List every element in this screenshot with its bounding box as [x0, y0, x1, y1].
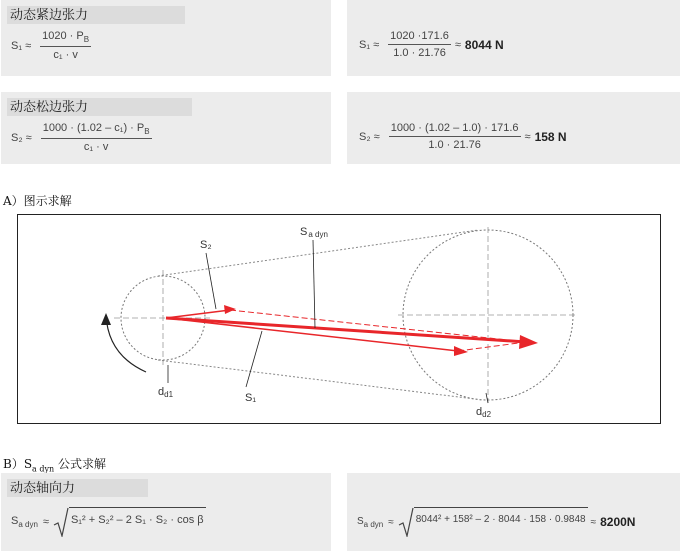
rotation-arrow — [106, 315, 146, 372]
formula — [11, 122, 156, 153]
s2-leader — [206, 253, 216, 309]
formula-lhs: S₂ ≈ — [359, 130, 380, 143]
section-a-heading: A）图示求解 — [3, 194, 72, 208]
square-root — [53, 507, 206, 537]
approx-sign-2: ≈ — [590, 516, 597, 528]
lhs-main: S — [357, 515, 364, 527]
formula — [11, 30, 95, 61]
approx-sign: ≈ — [524, 130, 531, 143]
formula — [359, 30, 504, 59]
result — [535, 130, 567, 144]
radicand: 8044² + 158² – 2 · 8044 · 158 · 0.9848 — [414, 507, 588, 537]
approx-sign: ≈ — [42, 516, 49, 528]
radicand: S₁² + S₂² – 2 S₁ · S₂ · cos β — [69, 507, 206, 537]
denominator: 1.0 · 21.76 — [393, 47, 446, 59]
approx-sign: ≈ — [388, 516, 394, 528]
s2-force-arrowhead — [224, 305, 236, 314]
section-b-heading — [3, 455, 106, 473]
square-root — [398, 507, 588, 537]
result-value: 8200N — [600, 515, 636, 529]
denominator: c₁ · v — [83, 141, 109, 154]
numerator — [40, 30, 91, 47]
dd1-label: dd1 — [158, 386, 174, 399]
belt-lower-span — [158, 360, 483, 400]
rotation-arrowhead — [101, 313, 111, 325]
numerator: 1000 · (1.02 – 1.0) · 171.6 — [389, 122, 521, 137]
numerator-text: 1020 · P — [42, 30, 84, 42]
lhs-subscript: a dyn — [363, 519, 384, 529]
numerator — [41, 122, 152, 139]
formula-lhs: S₁ ≈ — [11, 39, 32, 52]
parallelogram-dash-lower — [458, 342, 526, 351]
fraction — [388, 30, 451, 59]
denominator: 1.0 · 21.76 — [428, 139, 481, 151]
panel-title: 动态轴向力 — [7, 479, 148, 497]
axial-calc-panel — [347, 473, 680, 551]
formula-lhs: S₁ ≈ — [359, 38, 380, 51]
diagram-svg — [18, 215, 660, 423]
approx-sign: ≈ — [454, 38, 461, 51]
result — [600, 515, 635, 529]
s2-label: S₂ — [200, 239, 212, 251]
panel-title: 动态松边张力 — [7, 98, 192, 116]
formula-lhs — [11, 515, 38, 529]
tight-side-calc-panel — [347, 0, 680, 76]
dd2-label: dd2 — [476, 406, 492, 419]
formula — [11, 507, 206, 537]
fraction — [41, 122, 152, 153]
lhs-main: S — [11, 514, 19, 527]
formula-lhs: S₂ ≈ — [11, 131, 32, 144]
lhs-subscript: a dyn — [18, 520, 38, 530]
denominator: c₁ · v — [53, 49, 78, 62]
radical-sign — [398, 507, 414, 537]
numerator-subscript: B — [83, 35, 90, 45]
result-value: 8044 N — [464, 37, 504, 52]
radical-sign — [53, 507, 69, 537]
sa-dyn-label: Sa dyn — [300, 226, 328, 239]
formula-lhs — [357, 516, 383, 529]
belt-force-diagram — [17, 214, 661, 424]
fraction — [40, 30, 91, 61]
formula — [357, 507, 635, 537]
tight-side-formula-panel — [1, 0, 331, 76]
fraction — [389, 122, 521, 151]
panel-title: 动态紧边张力 — [7, 6, 185, 24]
axial-formula-panel — [1, 473, 331, 551]
s1-leader — [246, 331, 262, 387]
result — [465, 38, 504, 52]
numerator-text: 1000 · (1.02 – c₁) · P — [42, 122, 145, 134]
slack-side-calc-panel — [347, 92, 680, 164]
section-b-prefix: B）S — [3, 457, 33, 471]
slack-side-formula-panel — [1, 92, 331, 164]
section-b-subscript: a dyn — [32, 464, 55, 474]
numerator: 1020 ·171.6 — [388, 30, 451, 45]
s1-label: S₁ — [245, 392, 257, 404]
numerator-subscript: B — [144, 127, 150, 137]
result-value: 158 N — [534, 129, 567, 144]
section-b-suffix: 公式求解 — [54, 457, 106, 471]
formula — [359, 122, 567, 151]
s2-force-arrow — [166, 310, 230, 318]
